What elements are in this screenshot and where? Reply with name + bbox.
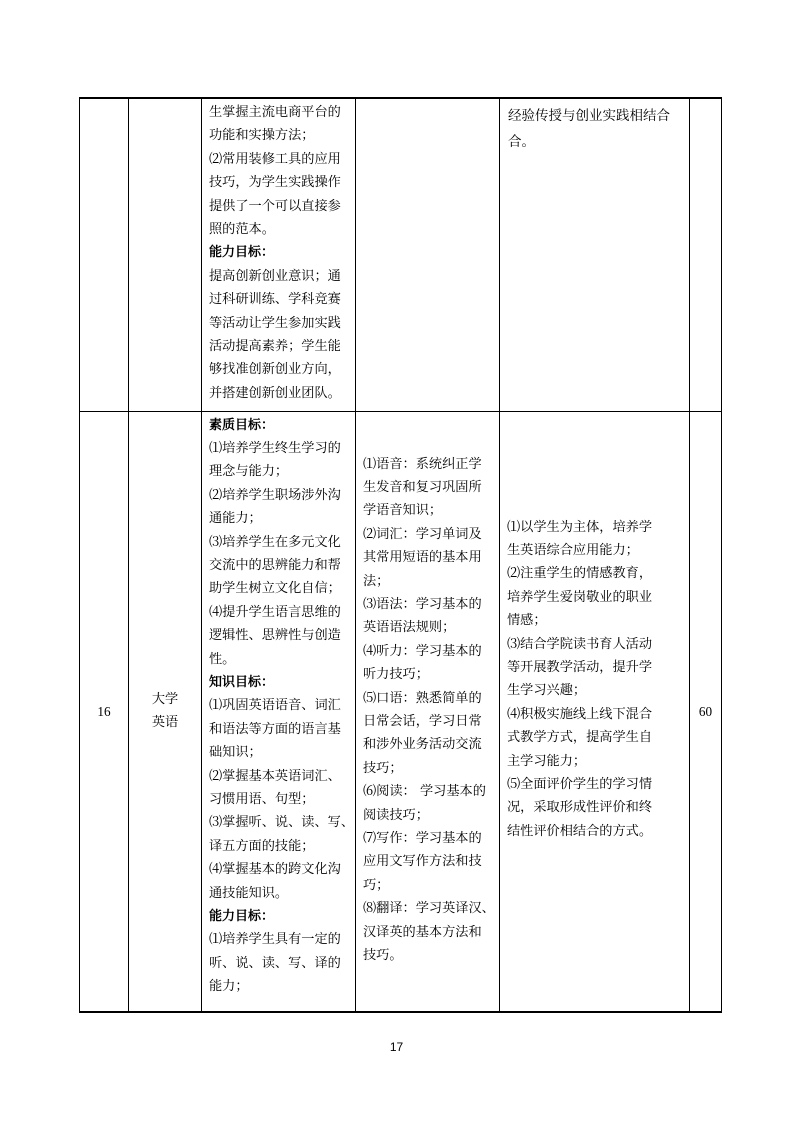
objective-line: ⑵常用装修工具的应用 <box>209 151 341 167</box>
content-line: ⑻翻译：学习英译汉、 <box>363 901 495 917</box>
objective-line: 习惯用语、句型； <box>209 792 315 807</box>
section-heading: 知识目标： <box>209 674 275 690</box>
content-line: 听力技巧； <box>363 667 429 683</box>
course-number: 16 <box>97 703 111 719</box>
hours-cell <box>690 411 722 1012</box>
objective-line: 理念与能力； <box>209 464 289 480</box>
content-line: 生发音和复习巩固所 <box>363 479 482 495</box>
requirement-line: ⑷积极实施线上线下混合 <box>507 706 653 722</box>
objective-line: ⑴培养学生具有一定的 <box>209 932 341 948</box>
requirements-text <box>500 99 689 155</box>
objective-line: ⑵掌握基本英语词汇、 <box>209 768 341 784</box>
objectives-cell <box>202 98 356 411</box>
content-line: 法； <box>363 573 390 589</box>
content-line: 和涉外业务活动交流 <box>363 737 482 753</box>
requirement-line: ⑶结合学院读书育人活动 <box>507 636 653 652</box>
requirements-text <box>500 412 689 844</box>
objective-line: 译五方面的技能； <box>209 838 315 854</box>
requirement-line: 情感； <box>507 613 547 629</box>
objective-line: ⑴巩固英语语音、词汇 <box>209 698 341 714</box>
content-line: 其常用短语的基本用 <box>363 550 482 566</box>
section-heading: 素质目标： <box>209 417 275 433</box>
content-cell <box>356 98 500 411</box>
objective-line: 够找准创新创业方向， <box>209 362 341 378</box>
objective-line: ⑵培养学生职场涉外沟 <box>209 487 341 503</box>
objective-line: ⑶培养学生在多元文化 <box>209 534 341 550</box>
table-row <box>80 98 722 411</box>
requirement-line: 经验传授与创业实践相结合 <box>508 108 670 124</box>
objectives-text <box>202 99 355 405</box>
content-line: 阅读技巧； <box>363 807 429 823</box>
objective-line: 助学生树立文化自信； <box>209 581 341 597</box>
content-line: ⑷听力：学习基本的 <box>363 643 482 659</box>
requirement-line: 合。 <box>508 134 535 150</box>
requirements-cell <box>500 411 690 1012</box>
course-table <box>79 97 722 1013</box>
objective-line: 等活动让学生参加实践 <box>209 315 341 331</box>
requirement-line: ⑸全面评价学生的学习情 <box>507 776 653 792</box>
content-line: ⑸口语：熟悉简单的 <box>363 690 482 706</box>
number-cell <box>80 98 129 411</box>
objective-line: 生掌握主流电商平台的 <box>209 105 341 120</box>
objective-line: 技巧，为学生实践操作 <box>209 175 341 191</box>
objective-line: 过科研训练、学科竞赛 <box>209 292 341 308</box>
requirement-line: 培养学生爱岗敬业的职业 <box>507 589 653 605</box>
content-line: ⑵词汇：学习单词及 <box>363 526 482 542</box>
requirements-cell <box>500 98 690 411</box>
objective-line: 提供了一个可以直接参 <box>209 198 341 214</box>
objective-line: 提高创新创业意识；通 <box>209 268 341 284</box>
objective-line: 活动提高素养；学生能 <box>209 339 341 355</box>
objective-line: 听、说、读、写、译的 <box>209 955 341 971</box>
content-line: 技巧； <box>363 760 403 776</box>
content-line: ⑹阅读： 学习基本的 <box>363 784 486 800</box>
content-line: 学语音知识； <box>363 503 443 519</box>
course-name-line: 英语 <box>151 715 179 731</box>
table-row <box>80 411 722 1012</box>
course-name-cell <box>129 98 202 411</box>
objective-line: 能力； <box>209 979 249 995</box>
objective-line: 和语法等方面的语言基 <box>209 721 341 737</box>
objective-line: ⑴培养学生终生学习的 <box>209 440 341 456</box>
requirement-line: 生英语综合应用能力； <box>507 542 639 558</box>
content-line: 巧； <box>363 877 390 893</box>
course-name-line: 大学 <box>151 691 179 707</box>
objective-line: 通技能知识。 <box>209 885 289 901</box>
content-line: 日常会话，学习日常 <box>363 713 482 729</box>
course-hours: 60 <box>698 703 713 719</box>
objective-line: 逻辑性、思辨性与创造 <box>209 628 341 644</box>
requirement-line: ⑵注重学生的情感教育， <box>507 566 653 582</box>
number-cell <box>80 411 129 1012</box>
objective-line: 础知识； <box>209 745 262 761</box>
requirement-line: ⑴以学生为主体，培养学 <box>507 519 653 535</box>
objective-line: 照的范本。 <box>209 222 275 238</box>
course-name-cell <box>129 411 202 1012</box>
requirement-line: 等开展教学活动，提升学 <box>507 659 653 675</box>
requirement-line: 主学习能力； <box>507 753 587 769</box>
content-line: 应用文写作方法和技 <box>363 854 482 870</box>
page-number: 17 <box>389 1040 404 1054</box>
objectives-text <box>202 412 355 999</box>
objective-line: 并搭建创新创业团队。 <box>209 385 341 401</box>
content-cell <box>356 411 500 1012</box>
objective-line: ⑶掌握听、说、读、写、 <box>209 815 355 831</box>
content-line: 汉译英的基本方法和 <box>363 924 482 940</box>
objective-line: ⑷掌握基本的跨文化沟 <box>209 862 341 878</box>
requirement-line: 结性评价相结合的方式。 <box>507 823 653 839</box>
requirement-line: 式教学方式，提高学生自 <box>507 730 653 746</box>
section-heading: 能力目标： <box>209 245 275 261</box>
objective-line: 交流中的思辨能力和帮 <box>209 557 341 573</box>
content-line: ⑴语音：系统纠正学 <box>363 456 482 472</box>
objective-line: 功能和实操方法； <box>209 128 315 144</box>
requirement-line: 况，采取形成性评价和终 <box>507 800 653 816</box>
requirement-line: 生学习兴趣； <box>507 683 587 699</box>
objective-line: ⑷提升学生语言思维的 <box>209 604 341 620</box>
content-line: ⑶语法：学习基本的 <box>363 596 482 612</box>
content-line: ⑺写作：学习基本的 <box>363 831 482 846</box>
hours-cell <box>690 98 722 411</box>
objective-line: 通能力； <box>209 511 262 527</box>
section-heading: 能力目标： <box>209 909 275 925</box>
content-line: 英语语法规则； <box>363 620 456 636</box>
objectives-cell <box>202 411 356 1012</box>
content-line: 技巧。 <box>363 948 403 964</box>
content-text <box>356 412 499 968</box>
objective-line: 性。 <box>209 651 236 667</box>
